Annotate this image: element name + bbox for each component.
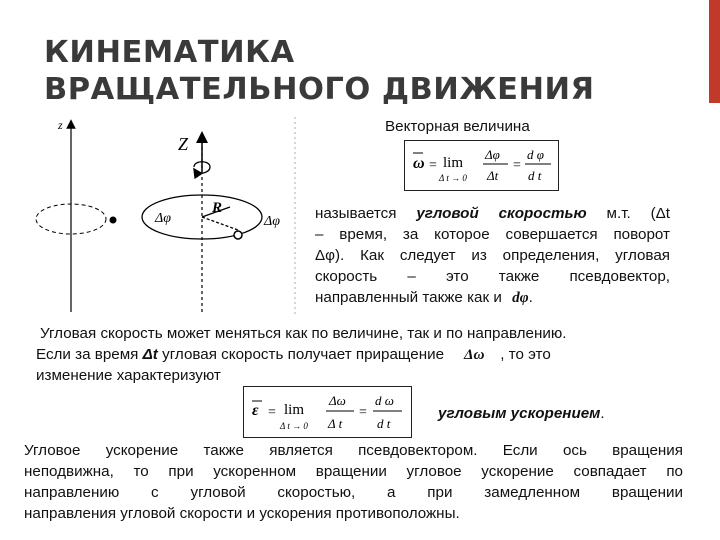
omega-eq: = (429, 158, 437, 173)
eps-lim: lim (284, 402, 305, 418)
rotation-diagram (20, 112, 310, 317)
para1-line3: Δφ). Как следует из определения, угловая (315, 247, 670, 264)
radius-label: R (212, 200, 223, 216)
para2-line3: изменение характеризуют (36, 367, 221, 384)
para3-line3: направлению с угловой скоростью, а при замедленном вращении (24, 484, 683, 501)
para2-line1: Угловая скорость может меняться как по величине, так и по направлению. (40, 325, 567, 342)
omega-den1: Δt (487, 168, 499, 183)
eps-den1: Δ t (328, 416, 343, 431)
eps-den2: d t (377, 416, 391, 431)
eps-num1: Δω (329, 393, 346, 408)
para1-line4: скорость – это также псевдовектор, (315, 268, 670, 285)
dphi-right-label: Δφ (264, 214, 280, 229)
axis-Z-label: Z (178, 134, 189, 154)
para1-line5: направленный также как и dφ. (315, 289, 533, 306)
domega-symbol: Δω (463, 346, 485, 363)
omega-num2: d φ (527, 147, 544, 162)
para1-line1: называется угловой скоростью м.т. (Δt (315, 205, 670, 222)
title-line-1: КИНЕМАТИКА (44, 35, 295, 70)
omega-lim-sub: Δ t → 0 (439, 173, 467, 183)
eps-caption: угловым ускорением. (438, 405, 605, 422)
title-line-2: ВРАЩАТЕЛЬНОГО ДВИЖЕНИЯ (44, 72, 595, 107)
angular-velocity-term: угловой скоростью (416, 205, 587, 222)
omega-eq2: = (513, 158, 521, 173)
omega-lim: lim (443, 155, 464, 171)
formula-omega (404, 140, 559, 191)
formula-epsilon (243, 386, 412, 438)
omega-den2: d t (528, 168, 542, 183)
omega-lhs: ω (413, 155, 425, 172)
para1-line2: – время, за которое совершается поворот (315, 226, 670, 243)
para3-line1: Угловое ускорение также является псевдовектором. Если ось вращения (24, 442, 683, 459)
eps-lhs: ε (252, 402, 259, 419)
para3-line4: направления угловой скорости и ускорения противоположны. (24, 505, 460, 522)
para2-line2: Если за время Δt угловая скорость получает приращение Δω , то это (36, 345, 676, 366)
point-left (110, 217, 117, 224)
axis-z-label: z (58, 118, 63, 132)
eps-lim-sub: Δ t → 0 (280, 421, 308, 431)
eps-eq: = (268, 405, 276, 420)
eps-eq2: = (359, 405, 367, 420)
point-right (234, 231, 242, 239)
vector-caption: Векторная величина (385, 118, 530, 135)
dphi-vector-symbol: dφ (512, 289, 529, 306)
omega-num1: Δφ (485, 147, 500, 162)
dphi-left-label: Δφ (155, 211, 171, 226)
eps-num2: d ω (375, 393, 394, 408)
accent-bar (709, 0, 720, 103)
radius-R (202, 217, 238, 230)
slide-title (44, 34, 684, 108)
para3-line2: неподвижна, то при ускоренном вращении угловое ускорение совпадает по (24, 463, 683, 480)
